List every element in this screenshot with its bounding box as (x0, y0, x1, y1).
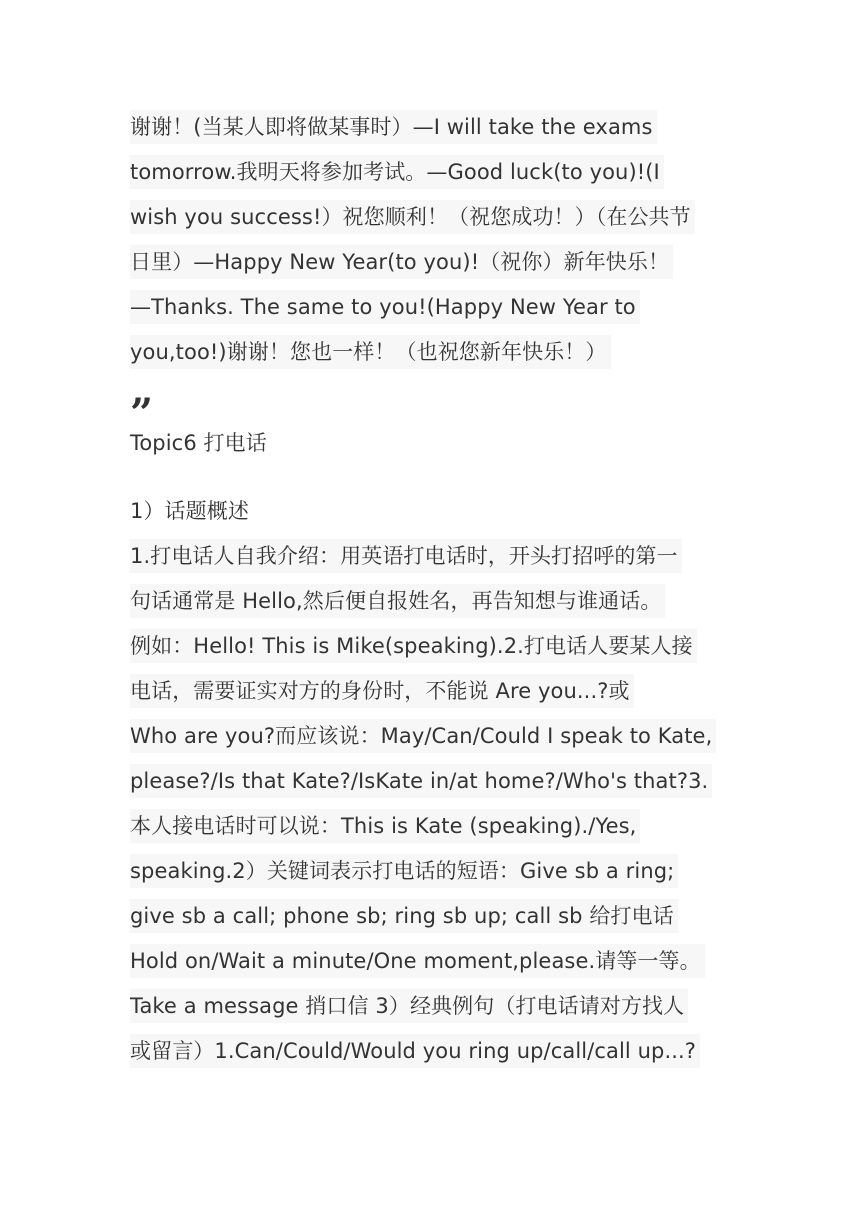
body-line: Who are you?而应该说：May/Can/Could I speak to Kate, (130, 719, 716, 753)
body-line: 1.打电话人自我介绍：用英语打电话时，开头打招呼的第一 (130, 539, 682, 573)
body-line: 句话通常是 Hello,然后便自报姓名，再告知想与谁通话。 (130, 584, 665, 618)
quote-line: —Thanks. The same to you!(Happy New Year to (130, 290, 640, 324)
body-line: please?/Is that Kate?/IsKate in/at home?/Who's that?3. (130, 764, 712, 798)
body-line: 例如：Hello! This is Mike(speaking).2.打电话人要某人接 (130, 629, 697, 663)
body-line: 本人接电话时可以说：This is Kate (speaking)./Yes, (130, 809, 640, 843)
quote-line: 谢谢！(当某人即将做某事时）—I will take the exams (130, 110, 657, 144)
topic-title: Topic6 打电话 (130, 431, 267, 455)
close-quote-icon: ” (130, 390, 154, 437)
quote-line: 日里）—Happy New Year(to you)!（祝你）新年快乐！ (130, 245, 673, 279)
body-line: 电话，需要证实对方的身份时，不能说 Are you...?或 (130, 674, 634, 708)
body-line: speaking.2）关键词表示打电话的短语：Give sb a ring; (130, 854, 678, 888)
quote-line: you,too!)谢谢！您也一样！（也祝您新年快乐！） (130, 335, 611, 369)
quote-line: tomorrow.我明天将参加考试。—Good luck(to you)!(I (130, 155, 664, 189)
quote-line: wish you success!）祝您顺利！（祝您成功！）（在公共节 (130, 200, 695, 234)
body-line: Take a message 捎口信 3）经典例句（打电话请对方找人 (130, 989, 688, 1023)
body-line: 或留言）1.Can/Could/Would you ring up/call/call up...? (130, 1034, 700, 1068)
body-line: Hold on/Wait a minute/One moment,please.请等一等。 (130, 944, 705, 978)
topic-subheading: 1）话题概述 (130, 499, 249, 523)
body-line: give sb a call; phone sb; ring sb up; call sb 给打电话 (130, 899, 678, 933)
